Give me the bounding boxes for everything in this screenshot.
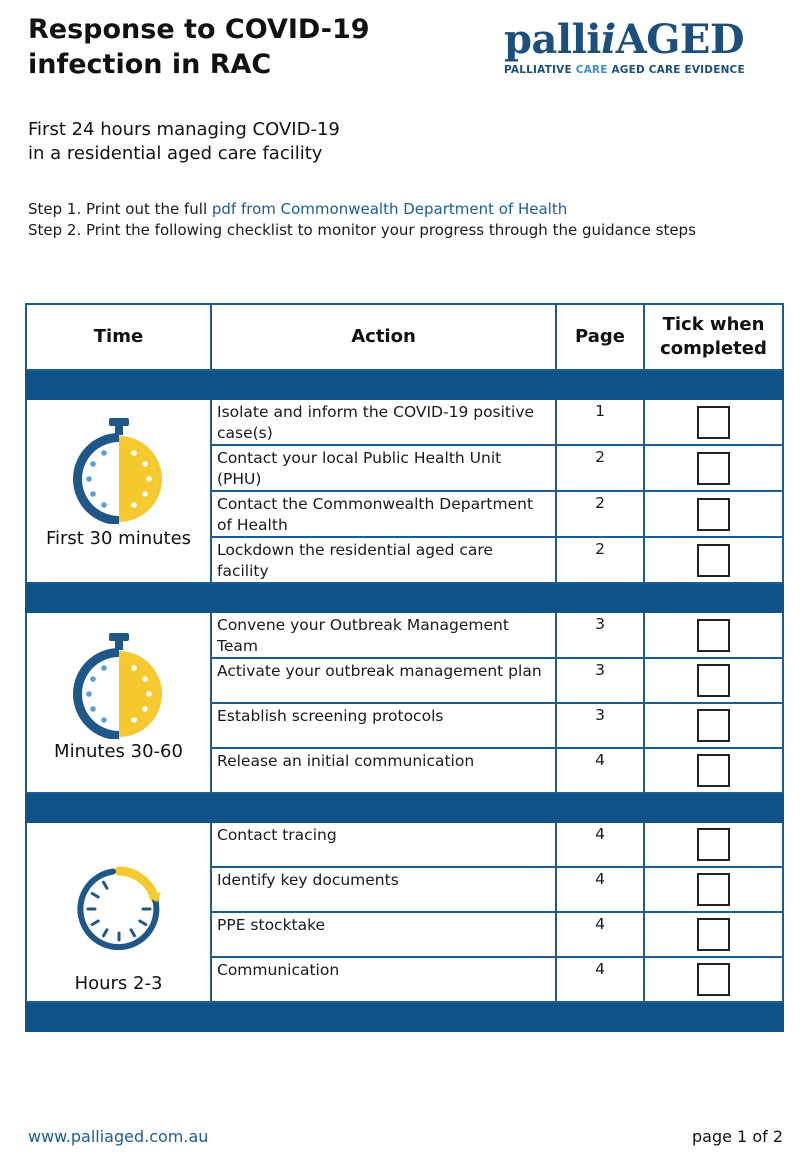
tick-checkbox[interactable] [697,918,730,951]
action-cell: Contact the Commonwealth Department of Health [211,491,556,537]
tick-cell [644,912,783,957]
tick-checkbox[interactable] [697,619,730,652]
tick-cell [644,537,783,583]
time-cell [26,399,211,583]
page-cell: 1 [556,399,644,445]
action-cell: Contact tracing [211,822,556,867]
clock-progress-icon [69,859,169,959]
header-action: Action [211,304,556,370]
action-cell: Lockdown the residential aged care facility [211,537,556,583]
page-cell: 3 [556,612,644,658]
page-cell: 2 [556,537,644,583]
tick-cell [644,703,783,748]
header-tick: Tick when completed [644,304,783,370]
title-line-2: infection in RAC [28,49,272,80]
page-cell: 4 [556,822,644,867]
page-cell: 4 [556,748,644,793]
page-cell: 4 [556,957,644,1002]
action-cell: Identify key documents [211,867,556,912]
time-cell [26,612,211,793]
page-cell: 2 [556,491,644,537]
action-cell: Communication [211,957,556,1002]
page-cell: 4 [556,867,644,912]
tick-cell [644,612,783,658]
tick-cell [644,822,783,867]
action-cell: Activate your outbreak management plan [211,658,556,703]
instructions [28,199,696,241]
action-cell: Isolate and inform the COVID-19 positive case(s) [211,399,556,445]
document-title [28,12,370,82]
tick-checkbox[interactable] [697,963,730,996]
table-row [26,612,783,658]
section-divider-band [26,793,783,822]
action-cell: Establish screening protocols [211,703,556,748]
tick-cell [644,445,783,491]
tick-checkbox[interactable] [697,544,730,577]
tick-checkbox[interactable] [697,709,730,742]
tick-cell [644,658,783,703]
time-label: Minutes 30-60 [54,741,183,762]
action-cell: Contact your local Public Health Unit (PHU) [211,445,556,491]
tick-checkbox[interactable] [697,828,730,861]
table-header-row [26,304,783,370]
tick-checkbox[interactable] [697,498,730,531]
tick-cell [644,867,783,912]
palliaged-logo[interactable] [504,18,780,76]
tick-cell [644,957,783,1002]
tick-checkbox[interactable] [697,873,730,906]
action-cell: PPE stocktake [211,912,556,957]
subtitle [28,118,340,166]
action-cell: Convene your Outbreak Management Team [211,612,556,658]
stopwatch-icon [69,633,169,739]
tick-cell [644,491,783,537]
header-time: Time [26,304,211,370]
tick-cell [644,399,783,445]
step-2: Step 2. Print the following checklist to monitor your progress through the guidance steps [28,221,696,239]
section-divider-band [26,583,783,612]
time-label: Hours 2-3 [74,973,163,994]
step-1: Step 1. Print out the full pdf from Commonwealth Department of Health [28,200,568,218]
tick-checkbox[interactable] [697,664,730,697]
tick-checkbox[interactable] [697,406,730,439]
tick-checkbox[interactable] [697,452,730,485]
footer-url-link[interactable]: www.palliaged.com.au [28,1127,209,1146]
page-number: page 1 of 2 [692,1127,783,1146]
table-row [26,399,783,445]
page-cell: 2 [556,445,644,491]
tick-checkbox[interactable] [697,754,730,787]
table-row [26,822,783,867]
time-cell [26,822,211,1002]
action-cell: Release an initial communication [211,748,556,793]
page-cell: 4 [556,912,644,957]
pdf-link[interactable]: pdf from Commonwealth Department of Health [211,200,568,218]
tick-cell [644,748,783,793]
logo-wordmark: palliiAGED [504,16,745,63]
page-cell: 3 [556,658,644,703]
subtitle-line-1: First 24 hours managing COVID-19 [28,119,340,140]
checklist-table [25,303,784,1032]
stopwatch-icon [69,418,169,524]
header-page: Page [556,304,644,370]
time-label: First 30 minutes [45,528,192,549]
logo-tagline: PALLIATIVE CARE AGED CARE EVIDENCE [504,64,745,76]
section-divider-band [26,370,783,399]
section-divider-band [26,1002,783,1031]
title-line-1: Response to COVID-19 [28,14,370,45]
subtitle-line-2: in a residential aged care facility [28,143,323,164]
page-cell: 3 [556,703,644,748]
